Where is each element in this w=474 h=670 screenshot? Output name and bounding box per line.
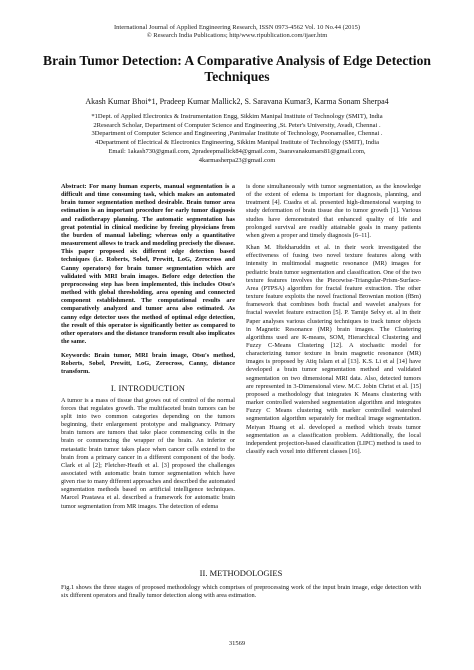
section-heading-introduction: I. INTRODUCTION	[110, 382, 186, 393]
affiliation-2: 2Research Scholar, Department of Computer Science and Engineering ,St. Peter's University, Avadi, Chennai .	[93, 121, 381, 129]
keywords: Keywords: Brain tumor, MRI brain image, Otsu's method, Roberts, Sobel, Prewitt, LoG, Zerocross, Canny, distance transform.	[61, 352, 235, 376]
affiliation-4: 4Department of Electrical & Electronics Engineering, Sikkim Manipal Institute of Technology (SMIT), India	[95, 139, 379, 147]
author-list: Akash Kumar Bhoi*1, Pradeep Kumar Mallick2, S. Saravana Kumar3, Karma Sonam Sherpa4	[85, 97, 389, 106]
affiliation-3: 3Department of Computer Science and Engineering ,Panimalar Institute of Technology, Poonamallee, Chennai .	[91, 130, 383, 138]
affiliations	[30, 113, 444, 165]
journal-header	[0, 24, 474, 40]
left-column	[61, 183, 235, 515]
methodologies-paragraph: Fig.1 shows the three stages of proposed methodology which comprises of preprocessing work of the input brain image, edge detection with six different operators and finally tumor detection along with area estimation.	[61, 584, 421, 600]
section-heading-methodologies: II. METHODOLOGIES	[199, 568, 283, 578]
abstract: Abstract: For many human experts, manual segmentation is a difficult and time consuming task, which makes an automated brain tumor segmentation method desirable. Brain tumor area estimation is an important procedure for early tumor diagnosis and radiotherapy planning. The automatic segmentation has great potential in clinical medicine by freeing physicians from the burden of manual labeling; whereas only a quantitative measurement allows to track and modeling precisely the disease. This paper proposed six different edge detection based techniques (i.e. Roberts, Sobel, Prewitt, LoG, Zerocross and Canny operators) for brain tumor segmentation which are validated with MRI brain images. Before edge detection the preprocessing step has been implemented, this includes Otsu's method with global thresholding, area opening and connected component establishment. The computational results are comparatively analyzed and tumor area also estimated. As canny edge detector uses the method of optimal edge detection, the result of this operator is significantly better as compared to other operators and the distance transform result also implicates the same.	[61, 183, 235, 345]
introduction-paragraph: A tumor is a mass of tissue that grows out of control of the normal forces that regulates growth. The multifaceted brain tumors can be split into two common categories depending on the tumors beginning, their enlargement prototype and malignancy. Primary brain tumors are tumors that take place commencing cells in the brain or commencing the wrapper of the brain. An inferior or metastatic brain tumor takes place when cancer cells extend to the brain from a primary cancer in a different component of the body. Clark et al [2]; Fletcher-Heath et al. [3] proposed the challenges associated with automatic brain tumor segmentation which have given rise to many different approaches and described the automated segmentation methods based on artificial intelligence techniques. Marcel Prastawa et al. described a framework for automatic brain tumor segmentation from MR images. The detection of edema	[61, 396, 235, 510]
paper-title: Brain Tumor Detection: A Comparative Analysis of Edge Detection Techniques	[43, 53, 431, 84]
journal-publisher: © Research India Publications; http/www.ripublication.com/ijaer.htm	[146, 32, 328, 39]
email-line: Email: 1akash730@gmail.com, 2pradeepmallick84@gmail.com, 3saravanakumars81@gmail.com,	[108, 147, 366, 155]
related-work-paragraph: Khan M. Iftekharuddin et al. in their work investigated the effectiveness of fusing two novel texture features along with intensity in multimodal magnetic resonance (MR) images for pediatric brain tumor segmentation and classification. One of the two texture features involves the Piecewise-Triangular-Prism-Surface-Area (PTPSA) algorithm for fractal feature extraction. The other texture feature exploits the novel fractional Brownian motion (fBm) framework that combines both fractal and wavelet analyses for fractal wavelet feature extraction [5]. P. Tamije Selvy et. al in their Paper analyses various clustering techniques to track tumor objects in Magnetic Resonance (MR) brain images. The Clustering algorithms used are K-means, SOM, Hierarchical Clustering and Fuzzy C-Means Clustering [12]. A stochastic model for characterizing tumor texture in brain magnetic resonance (MR) images is proposed by Atiq Islam et al [13]. K.S. Li et al [14] have developed a brain tumor segmentation method and validated segmentation on two dimensional MRI data. Also, detected tumors are represented in 3-Dimensional view. M.C. Jobin Christ et al. [15] proposed a methodology that integrates K Means clustering with marker controlled watershed segmentation algorithm and integrates Fuzzy C Means clustering with marker controlled watershed segmentation algorithm separately for medical image segmentation. Meiyan Huang et al. developed a method which treats tumor segmentation as a classification problem. Additionally, the local independent projection-based classification (LIPC) method is used to classify each voxel into different classes [16].	[246, 244, 421, 455]
introduction-paragraph-continued: is done simultaneously with tumor segmentation, as the knowledge of the extent of edema is important for diagnosis, planning, and treatment [4]. Cuadra et al. presented high-dimensional warping to study deformation of brain tissue due to tumor growth [1]. Various studies have demonstrated that enhanced quality of life and prolonged survival are readily attainable goals in many patients when given a proper and timely diagnosis [6–11].	[246, 183, 421, 239]
affiliation-1: *1Dept. of Applied Electronics & Instrumentation Engg, Sikkim Manipal Institute of Technology (SMIT), India	[91, 113, 383, 120]
right-column	[246, 183, 421, 460]
journal-citation: International Journal of Applied Engineering Research, ISSN 0973-4562 Vol. 10 No.44 (2015)	[114, 24, 360, 31]
page-number: 31569	[228, 640, 246, 647]
email-line-2: 4karmasherpa23@gmail.com	[198, 156, 276, 164]
